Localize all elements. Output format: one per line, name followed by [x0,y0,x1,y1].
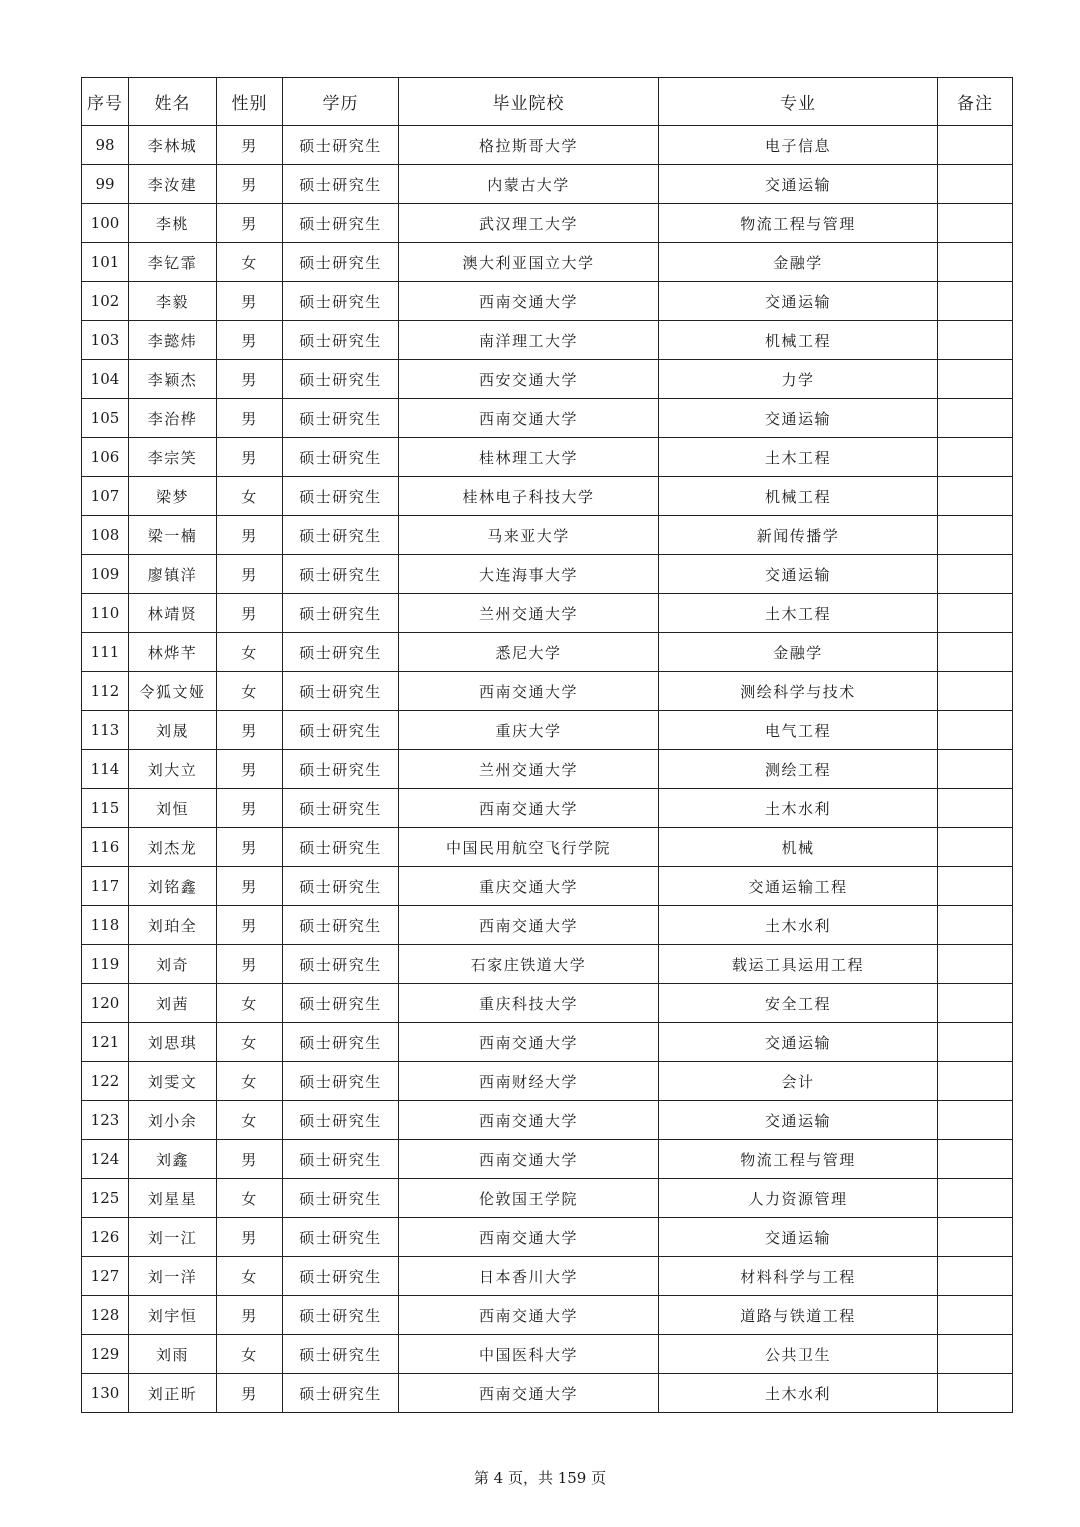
cell-index: 117 [82,867,129,906]
cell-remarks [938,594,1013,633]
cell-school: 西南交通大学 [399,282,659,321]
cell-gender: 女 [217,1101,283,1140]
cell-index: 111 [82,633,129,672]
cell-gender: 男 [217,945,283,984]
cell-name: 李汝建 [129,165,217,204]
cell-major: 交通运输 [659,1101,938,1140]
cell-name: 梁一楠 [129,516,217,555]
cell-gender: 男 [217,906,283,945]
cell-major: 交通运输 [659,1218,938,1257]
cell-index: 108 [82,516,129,555]
cell-index: 122 [82,1062,129,1101]
cell-remarks [938,204,1013,243]
table-row [82,321,1013,360]
cell-index: 102 [82,282,129,321]
cell-major: 交通运输工程 [659,867,938,906]
header-school: 毕业院校 [399,78,659,126]
cell-gender: 女 [217,633,283,672]
cell-remarks [938,945,1013,984]
cell-name: 廖镇洋 [129,555,217,594]
table-row [82,1179,1013,1218]
cell-gender: 男 [217,1296,283,1335]
cell-remarks [938,1218,1013,1257]
cell-remarks [938,165,1013,204]
table-row [82,165,1013,204]
cell-index: 126 [82,1218,129,1257]
cell-school: 西南交通大学 [399,399,659,438]
cell-gender: 男 [217,711,283,750]
cell-remarks [938,399,1013,438]
cell-major: 电子信息 [659,126,938,165]
cell-gender: 男 [217,594,283,633]
cell-school: 西南交通大学 [399,789,659,828]
cell-major: 人力资源管理 [659,1179,938,1218]
cell-major: 公共卫生 [659,1335,938,1374]
cell-major: 金融学 [659,243,938,282]
cell-major: 土木水利 [659,1374,938,1413]
cell-education: 硕士研究生 [283,555,399,594]
cell-education: 硕士研究生 [283,789,399,828]
cell-name: 李桃 [129,204,217,243]
roster-table-container [81,77,1012,1413]
cell-education: 硕士研究生 [283,1062,399,1101]
cell-major: 机械 [659,828,938,867]
header-index: 序号 [82,78,129,126]
cell-name: 刘雨 [129,1335,217,1374]
cell-index: 100 [82,204,129,243]
cell-remarks [938,984,1013,1023]
cell-school: 西南交通大学 [399,1218,659,1257]
cell-school: 西南交通大学 [399,1023,659,1062]
cell-name: 李林城 [129,126,217,165]
cell-school: 重庆科技大学 [399,984,659,1023]
cell-gender: 女 [217,672,283,711]
cell-index: 109 [82,555,129,594]
cell-education: 硕士研究生 [283,750,399,789]
cell-index: 118 [82,906,129,945]
cell-education: 硕士研究生 [283,126,399,165]
cell-school: 重庆大学 [399,711,659,750]
cell-remarks [938,555,1013,594]
cell-gender: 女 [217,1062,283,1101]
table-row [82,945,1013,984]
cell-major: 土木工程 [659,594,938,633]
roster-table [81,77,1013,1413]
table-row [82,399,1013,438]
table-row [82,750,1013,789]
cell-gender: 女 [217,477,283,516]
cell-remarks [938,1335,1013,1374]
cell-name: 李治桦 [129,399,217,438]
table-row [82,984,1013,1023]
cell-major: 交通运输 [659,555,938,594]
cell-major: 测绘科学与技术 [659,672,938,711]
table-row [82,555,1013,594]
cell-school: 武汉理工大学 [399,204,659,243]
cell-major: 土木工程 [659,438,938,477]
cell-major: 土木水利 [659,906,938,945]
table-row [82,906,1013,945]
cell-index: 127 [82,1257,129,1296]
cell-education: 硕士研究生 [283,399,399,438]
cell-index: 105 [82,399,129,438]
page-footer: 第 4 页，共 159 页 [473,1469,607,1487]
cell-index: 120 [82,984,129,1023]
cell-school: 西南交通大学 [399,1374,659,1413]
cell-education: 硕士研究生 [283,360,399,399]
cell-name: 李懿炜 [129,321,217,360]
cell-gender: 男 [217,1374,283,1413]
table-row [82,1218,1013,1257]
cell-major: 物流工程与管理 [659,1140,938,1179]
table-header-row [82,78,1013,126]
cell-school: 马来亚大学 [399,516,659,555]
cell-remarks [938,1257,1013,1296]
cell-gender: 男 [217,750,283,789]
cell-school: 中国医科大学 [399,1335,659,1374]
cell-school: 南洋理工大学 [399,321,659,360]
cell-gender: 女 [217,1023,283,1062]
cell-education: 硕士研究生 [283,1296,399,1335]
cell-school: 西南交通大学 [399,672,659,711]
cell-remarks [938,711,1013,750]
cell-major: 材料科学与工程 [659,1257,938,1296]
cell-name: 刘正昕 [129,1374,217,1413]
cell-school: 内蒙古大学 [399,165,659,204]
cell-gender: 男 [217,828,283,867]
cell-education: 硕士研究生 [283,516,399,555]
cell-major: 金融学 [659,633,938,672]
cell-index: 112 [82,672,129,711]
cell-major: 安全工程 [659,984,938,1023]
cell-index: 128 [82,1296,129,1335]
cell-school: 兰州交通大学 [399,750,659,789]
table-row [82,1140,1013,1179]
cell-school: 西南交通大学 [399,906,659,945]
cell-index: 98 [82,126,129,165]
cell-school: 桂林理工大学 [399,438,659,477]
table-row [82,1335,1013,1374]
cell-major: 交通运输 [659,1023,938,1062]
cell-remarks [938,516,1013,555]
table-row [82,126,1013,165]
table-row [82,282,1013,321]
cell-remarks [938,360,1013,399]
cell-remarks [938,1101,1013,1140]
table-row [82,867,1013,906]
cell-name: 林靖贤 [129,594,217,633]
table-row [82,594,1013,633]
cell-major: 道路与铁道工程 [659,1296,938,1335]
table-row [82,360,1013,399]
cell-index: 101 [82,243,129,282]
cell-school: 西南交通大学 [399,1101,659,1140]
cell-name: 刘恒 [129,789,217,828]
cell-remarks [938,1296,1013,1335]
table-row [82,672,1013,711]
cell-education: 硕士研究生 [283,867,399,906]
table-row [82,243,1013,282]
cell-school: 中国民用航空飞行学院 [399,828,659,867]
table-row [82,711,1013,750]
cell-name: 李颖杰 [129,360,217,399]
cell-name: 刘雯文 [129,1062,217,1101]
cell-name: 令狐文娅 [129,672,217,711]
cell-index: 110 [82,594,129,633]
cell-name: 李毅 [129,282,217,321]
cell-remarks [938,1179,1013,1218]
cell-gender: 男 [217,789,283,828]
cell-gender: 男 [217,516,283,555]
cell-education: 硕士研究生 [283,711,399,750]
cell-remarks [938,906,1013,945]
cell-name: 刘一江 [129,1218,217,1257]
cell-gender: 男 [217,321,283,360]
table-row [82,516,1013,555]
cell-gender: 女 [217,243,283,282]
cell-name: 刘茜 [129,984,217,1023]
cell-name: 刘晟 [129,711,217,750]
cell-gender: 男 [217,867,283,906]
cell-major: 会计 [659,1062,938,1101]
cell-name: 刘鑫 [129,1140,217,1179]
cell-name: 刘奇 [129,945,217,984]
cell-education: 硕士研究生 [283,1023,399,1062]
cell-major: 电气工程 [659,711,938,750]
cell-major: 土木水利 [659,789,938,828]
table-body [82,126,1013,1413]
cell-education: 硕士研究生 [283,243,399,282]
cell-remarks [938,1023,1013,1062]
table-row [82,1062,1013,1101]
cell-index: 121 [82,1023,129,1062]
cell-remarks [938,321,1013,360]
cell-gender: 男 [217,438,283,477]
cell-education: 硕士研究生 [283,1179,399,1218]
header-gender: 性别 [217,78,283,126]
cell-major: 交通运输 [659,165,938,204]
cell-index: 115 [82,789,129,828]
cell-gender: 女 [217,984,283,1023]
cell-gender: 女 [217,1179,283,1218]
cell-gender: 男 [217,126,283,165]
cell-gender: 男 [217,1140,283,1179]
cell-remarks [938,750,1013,789]
cell-index: 99 [82,165,129,204]
table-row [82,1374,1013,1413]
cell-education: 硕士研究生 [283,1218,399,1257]
cell-education: 硕士研究生 [283,321,399,360]
cell-school: 西安交通大学 [399,360,659,399]
cell-remarks [938,1062,1013,1101]
cell-name: 刘一洋 [129,1257,217,1296]
table-row [82,1101,1013,1140]
cell-gender: 男 [217,204,283,243]
table-row [82,633,1013,672]
cell-remarks [938,828,1013,867]
cell-index: 129 [82,1335,129,1374]
cell-name: 刘思琪 [129,1023,217,1062]
cell-gender: 男 [217,360,283,399]
cell-education: 硕士研究生 [283,1374,399,1413]
cell-school: 石家庄铁道大学 [399,945,659,984]
cell-major: 交通运输 [659,282,938,321]
cell-gender: 男 [217,1218,283,1257]
cell-name: 刘星星 [129,1179,217,1218]
cell-remarks [938,438,1013,477]
cell-index: 119 [82,945,129,984]
cell-name: 李钇霏 [129,243,217,282]
cell-remarks [938,1374,1013,1413]
cell-gender: 男 [217,282,283,321]
table-row [82,438,1013,477]
cell-education: 硕士研究生 [283,477,399,516]
header-remarks: 备注 [938,78,1013,126]
cell-index: 123 [82,1101,129,1140]
cell-school: 西南交通大学 [399,1296,659,1335]
cell-gender: 女 [217,1257,283,1296]
cell-name: 刘珀全 [129,906,217,945]
cell-education: 硕士研究生 [283,1335,399,1374]
cell-gender: 男 [217,165,283,204]
cell-remarks [938,243,1013,282]
cell-school: 西南财经大学 [399,1062,659,1101]
cell-index: 114 [82,750,129,789]
cell-education: 硕士研究生 [283,438,399,477]
cell-major: 机械工程 [659,321,938,360]
cell-education: 硕士研究生 [283,1101,399,1140]
header-education: 学历 [283,78,399,126]
cell-name: 梁梦 [129,477,217,516]
cell-education: 硕士研究生 [283,165,399,204]
cell-school: 桂林电子科技大学 [399,477,659,516]
cell-education: 硕士研究生 [283,594,399,633]
table-row [82,477,1013,516]
cell-school: 伦敦国王学院 [399,1179,659,1218]
cell-school: 澳大利亚国立大学 [399,243,659,282]
cell-major: 交通运输 [659,399,938,438]
table-row [82,789,1013,828]
cell-remarks [938,1140,1013,1179]
cell-school: 日本香川大学 [399,1257,659,1296]
cell-gender: 女 [217,1335,283,1374]
cell-major: 机械工程 [659,477,938,516]
cell-school: 重庆交通大学 [399,867,659,906]
cell-school: 大连海事大学 [399,555,659,594]
cell-remarks [938,282,1013,321]
cell-index: 106 [82,438,129,477]
cell-education: 硕士研究生 [283,945,399,984]
cell-index: 113 [82,711,129,750]
cell-major: 力学 [659,360,938,399]
cell-gender: 男 [217,399,283,438]
cell-education: 硕士研究生 [283,282,399,321]
table-row [82,1023,1013,1062]
header-major: 专业 [659,78,938,126]
cell-major: 物流工程与管理 [659,204,938,243]
cell-school: 西南交通大学 [399,1140,659,1179]
cell-education: 硕士研究生 [283,1257,399,1296]
cell-index: 104 [82,360,129,399]
cell-remarks [938,672,1013,711]
table-row [82,828,1013,867]
cell-remarks [938,126,1013,165]
cell-remarks [938,477,1013,516]
header-name: 姓名 [129,78,217,126]
cell-name: 刘铭鑫 [129,867,217,906]
cell-school: 悉尼大学 [399,633,659,672]
cell-name: 刘杰龙 [129,828,217,867]
cell-education: 硕士研究生 [283,906,399,945]
cell-name: 刘小余 [129,1101,217,1140]
cell-major: 新闻传播学 [659,516,938,555]
cell-major: 载运工具运用工程 [659,945,938,984]
cell-remarks [938,789,1013,828]
cell-remarks [938,867,1013,906]
cell-index: 103 [82,321,129,360]
cell-school: 兰州交通大学 [399,594,659,633]
cell-education: 硕士研究生 [283,828,399,867]
cell-school: 格拉斯哥大学 [399,126,659,165]
cell-major: 测绘工程 [659,750,938,789]
cell-name: 林烨芊 [129,633,217,672]
cell-index: 130 [82,1374,129,1413]
cell-name: 李宗笑 [129,438,217,477]
cell-remarks [938,633,1013,672]
cell-name: 刘大立 [129,750,217,789]
cell-name: 刘宇恒 [129,1296,217,1335]
cell-index: 125 [82,1179,129,1218]
cell-education: 硕士研究生 [283,672,399,711]
cell-index: 107 [82,477,129,516]
table-row [82,1296,1013,1335]
cell-education: 硕士研究生 [283,204,399,243]
table-row [82,1257,1013,1296]
cell-index: 116 [82,828,129,867]
cell-education: 硕士研究生 [283,633,399,672]
cell-gender: 男 [217,555,283,594]
cell-education: 硕士研究生 [283,984,399,1023]
table-row [82,204,1013,243]
cell-index: 124 [82,1140,129,1179]
cell-education: 硕士研究生 [283,1140,399,1179]
